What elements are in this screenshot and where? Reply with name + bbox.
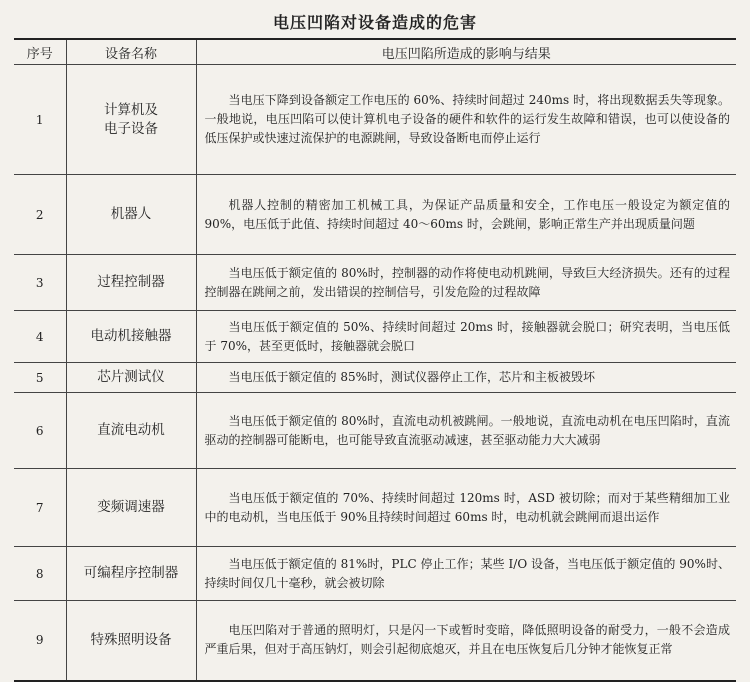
device-name-line: 变频调速器 <box>97 499 165 515</box>
row-number: 5 <box>14 363 66 393</box>
device-name-line: 芯片测试仪 <box>97 369 165 385</box>
device-name <box>66 363 196 393</box>
table-row <box>14 393 736 469</box>
row-number: 9 <box>14 601 66 681</box>
device-name-line: 电动机接触器 <box>90 328 172 344</box>
header-desc: 电压凹陷所造成的影响与结果 <box>196 39 736 65</box>
device-name-line: 过程控制器 <box>97 274 165 290</box>
effect-description: 当电压低于额定值的 70%、持续时间超过 120ms 时，ASD 被切除；而对于某些精细加工业中的电动机，当电压低于 90%且持续时间超过 60ms 时，电动机就会跳闸而退出运作 <box>196 469 736 547</box>
device-name-line: 电子设备 <box>104 120 158 137</box>
device-name <box>66 65 196 175</box>
table-row <box>14 363 736 393</box>
table-row <box>14 65 736 175</box>
device-name <box>66 255 196 311</box>
device-name <box>66 311 196 363</box>
row-number: 3 <box>14 255 66 311</box>
device-name-line: 计算机及 <box>104 101 158 118</box>
table-row <box>14 601 736 681</box>
table-row <box>14 311 736 363</box>
device-name-line: 机器人 <box>110 206 152 222</box>
header-no: 序号 <box>14 39 66 65</box>
row-number: 2 <box>14 175 66 255</box>
device-name-line: 可编程序控制器 <box>83 565 179 581</box>
device-name <box>66 469 196 547</box>
row-number: 7 <box>14 469 66 547</box>
device-name-line: 直流电动机 <box>97 422 165 438</box>
effect-description: 当电压低于额定值的 85%时，测试仪器停止工作，芯片和主板被毁坏 <box>196 363 736 393</box>
effect-description: 当电压低于额定值的 50%、持续时间超过 20ms 时，接触器就会脱口；研究表明，当电压低于 70%，甚至更低时，接触器就会脱口 <box>196 311 736 363</box>
effect-description: 当电压下降到设备额定工作电压的 60%、持续时间超过 240ms 时，将出现数据丢失等现象。一般地说，电压凹陷可以使计算机电子设备的硬件和软件的运行发生故障和错误，也可以使设备的低压保护或快速过流保护的电源跳闸，导致设备断电而停止运行 <box>196 65 736 175</box>
table-row <box>14 547 736 601</box>
table-title: 电压凹陷对设备造成的危害 <box>272 13 477 32</box>
header-row <box>14 39 736 65</box>
effect-description: 电压凹陷对于普通的照明灯，只是闪一下或暂时变暗，降低照明设备的耐受力，一般不会造成严重后果，但对于高压钠灯，则会引起彻底熄灭，并且在电压恢复后几分钟才能恢复正常 <box>196 601 736 681</box>
row-number: 8 <box>14 547 66 601</box>
row-number: 1 <box>14 65 66 175</box>
header-name: 设备名称 <box>66 39 196 65</box>
effect-description: 机器人控制的精密加工机械工具，为保证产品质量和安全，工作电压一般设定为额定值的 90%，电压低于此值、持续时间超过 40～60ms 时，会跳闸，影响正常生产并出现质量问题 <box>196 175 736 255</box>
device-name <box>66 175 196 255</box>
row-number: 6 <box>14 393 66 469</box>
device-name <box>66 393 196 469</box>
voltage-sag-hazard-table <box>14 38 736 682</box>
device-name <box>66 547 196 601</box>
device-name-line: 特殊照明设备 <box>90 631 172 648</box>
table-row <box>14 469 736 547</box>
effect-description: 当电压低于额定值的 80%时，控制器的动作将使电动机跳闸，导致巨大经济损失。还有的过程控制器在跳闸之前，发出错误的控制信号，引发危险的过程故障 <box>196 255 736 311</box>
effect-description: 当电压低于额定值的 80%时，直流电动机被跳闸。一般地说，直流电动机在电压凹陷时，直流驱动的控制器可能断电，也可能导致直流驱动减速，甚至驱动能力大大减弱 <box>196 393 736 469</box>
table-row <box>14 255 736 311</box>
device-name <box>66 601 196 681</box>
effect-description: 当电压低于额定值的 81%时，PLC 停止工作；某些 I/O 设备，当电压低于额定值的 90%时、持续时间仅几十毫秒，就会被切除 <box>196 547 736 601</box>
row-number: 4 <box>14 311 66 363</box>
table-row <box>14 175 736 255</box>
